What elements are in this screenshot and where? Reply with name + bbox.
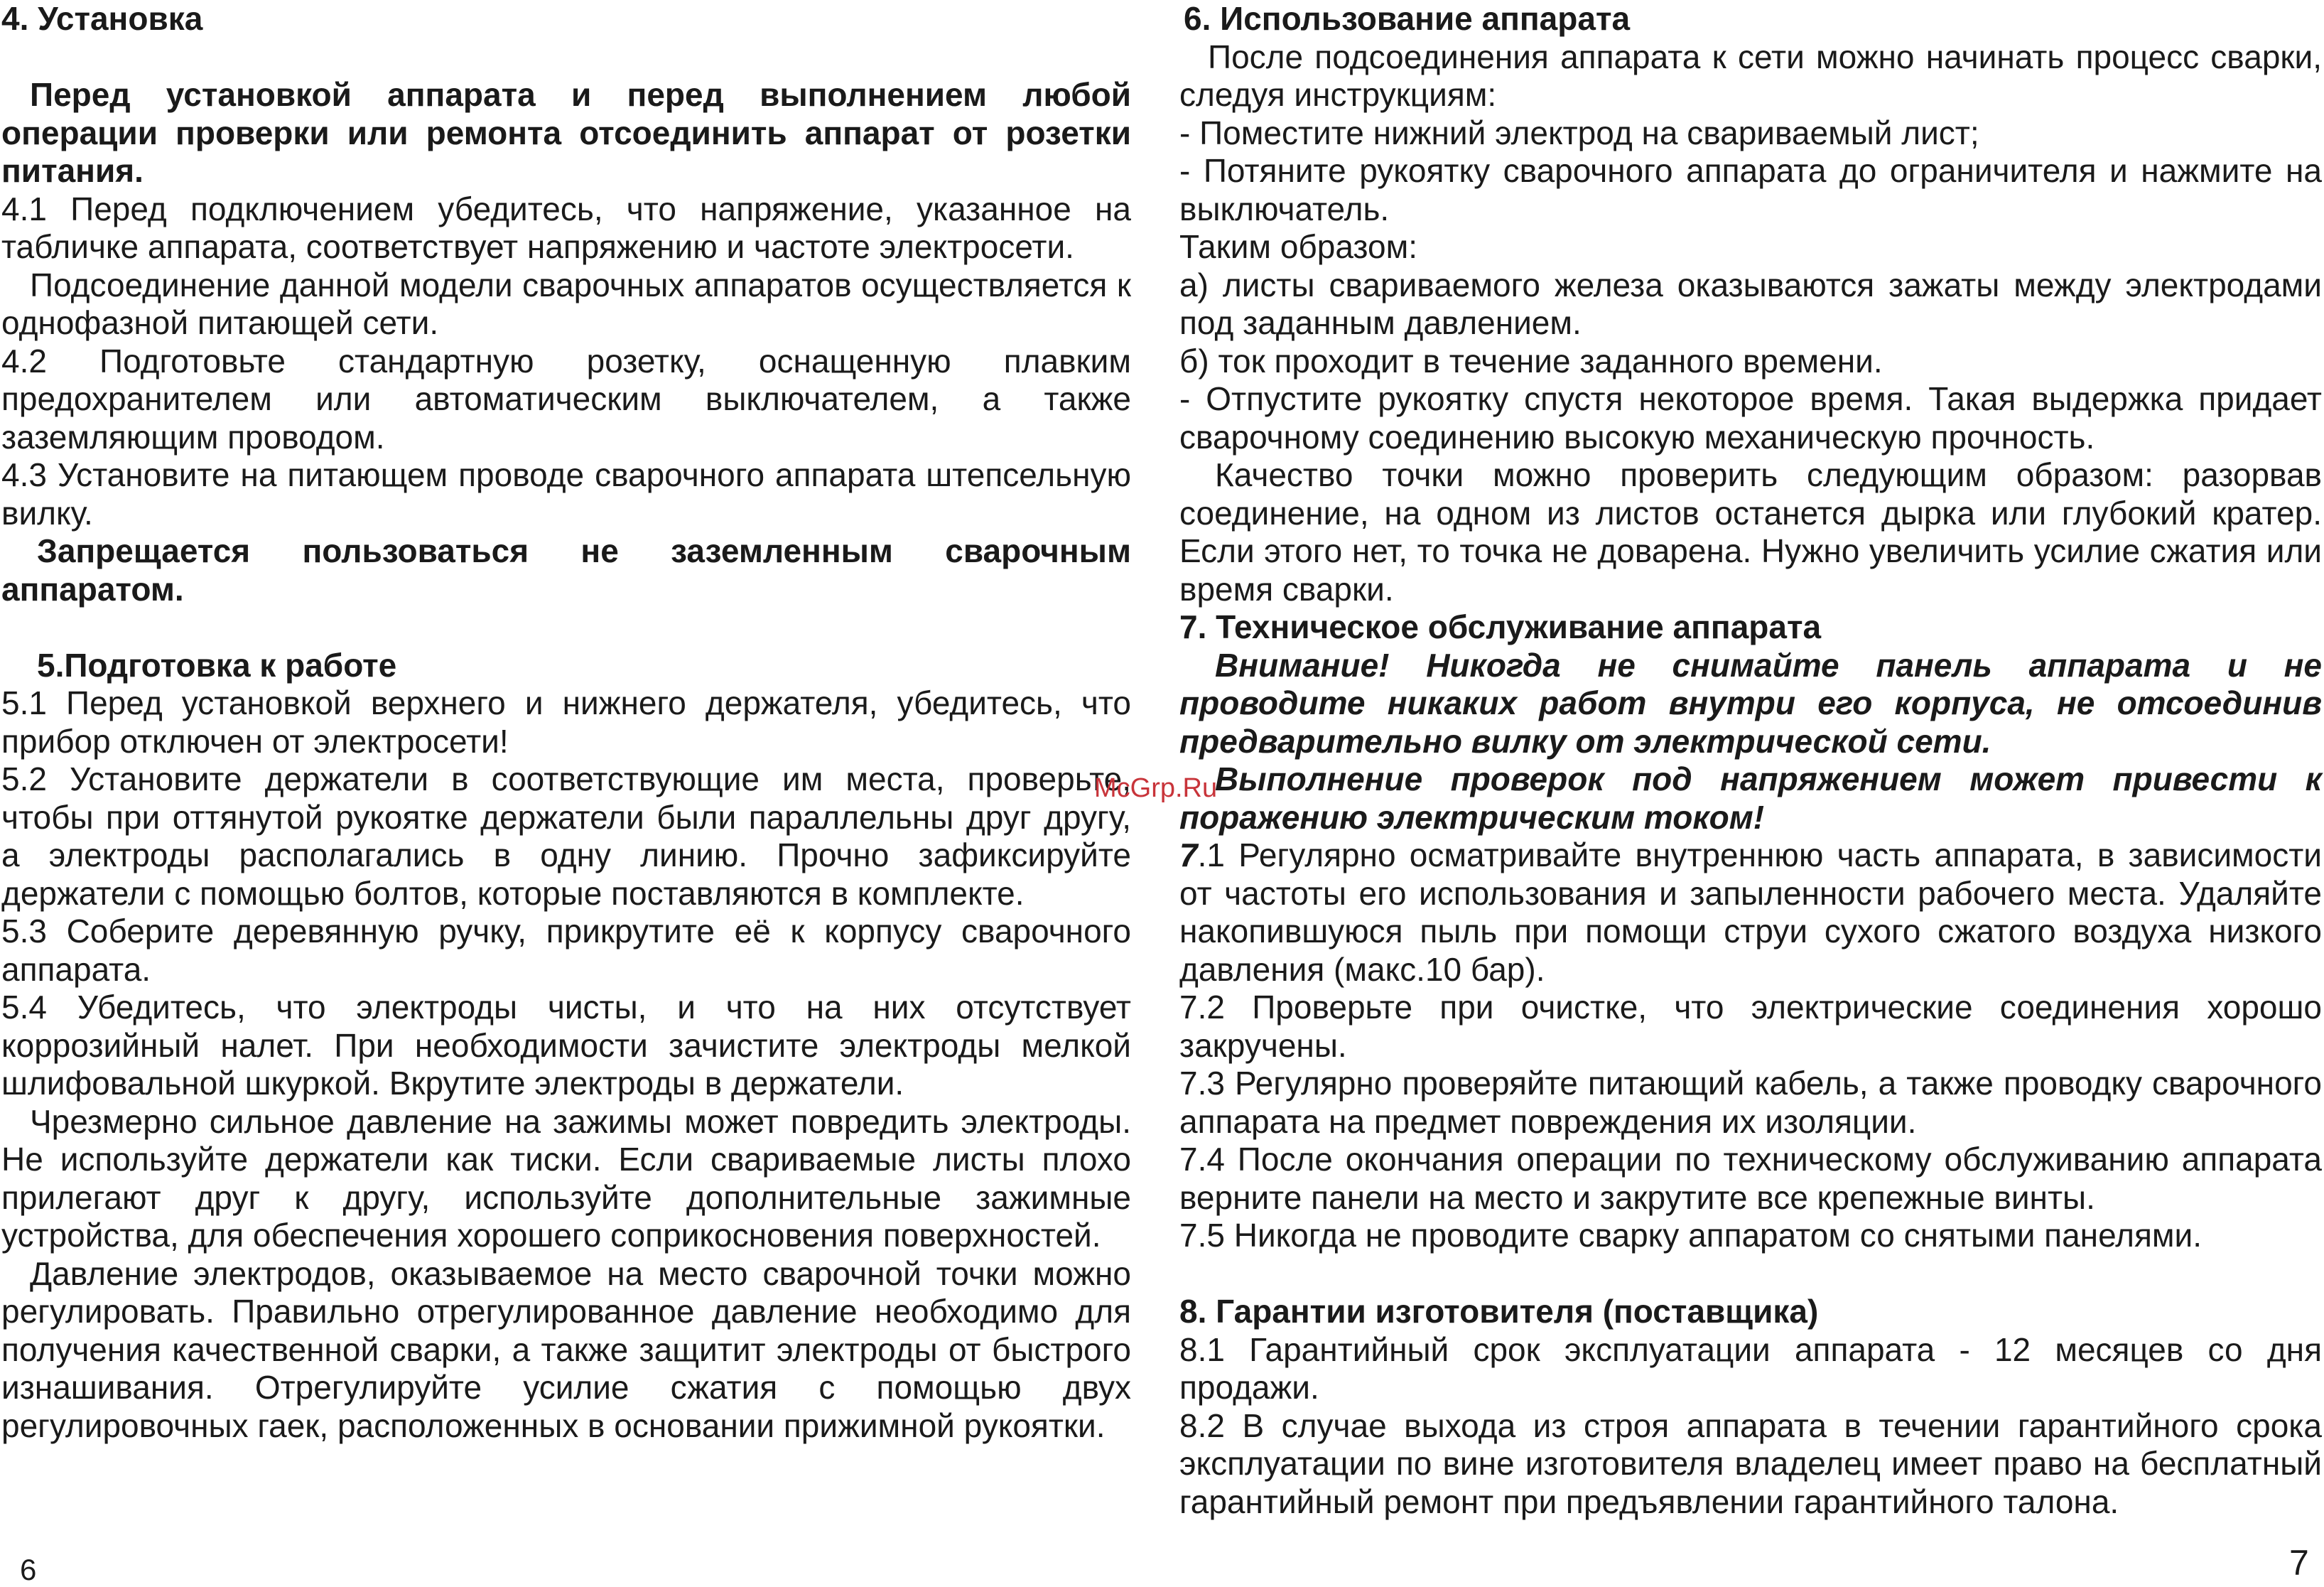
paragraph-5-1: 5.1 Перед установкой верхнего и нижнего держателя, убедитесь, что прибор отключен от электросети! [1, 684, 1131, 760]
spacer [1, 608, 1131, 647]
section-5-title: 5.Подготовка к работе [37, 646, 397, 684]
section-6-title: 6. Использование аппарата [1184, 0, 1631, 37]
paragraph-6-thus: Таким образом: [1179, 228, 1417, 265]
section-4-warning: Перед установкой аппарата и перед выполнением любой операции проверки или ремонта отсоединить аппарат от розетки питания. [1, 76, 1131, 189]
spacer [1, 38, 1131, 77]
right-column [1179, 0, 2322, 1521]
paragraph-5-4: 5.4 Убедитесь, что электроды чисты, и что на них отсутствует коррозийный налет. При необходимости зачистите электроды мелкой шлифовальной шкуркой. Вкрутите электроды в держатели. [1, 989, 1131, 1102]
left-column [1, 0, 1131, 1445]
paragraph-7-1-number: 7 [1179, 836, 1198, 873]
paragraph-6-quality: Качество точки можно проверить следующим образом: разорвав соединение, на одном из листов останется дырка или глубокий кратер. Если этого нет, то точка не доварена. Нужно увеличить усилие сжатия или время сварки. [1179, 456, 2322, 608]
paragraph-5-3: 5.3 Соберите деревянную ручку, прикрутите её к корпусу сварочного аппарата. [1, 913, 1131, 988]
section-4-title: 4. Установка [1, 0, 203, 37]
paragraph-4-3: 4.3 Установите на питающем проводе сварочного аппарата штепсельную вилку. [1, 456, 1131, 532]
paragraph-5-pressure-warning: Чрезмерно сильное давление на зажимы может повредить электроды. Не используйте держатели как тиски. Если свариваемые листы плохо прилегают друг к другу, используйте дополнительные зажимные устройства, для обеспечения хорошего соприкосновения поверхностей. [1, 1102, 1131, 1254]
paragraph-6-step-3: - Отпустите рукоятку спустя некоторое время. Такая выдержка придает сварочному соединению высокую механическую прочность. [1179, 380, 2322, 456]
spacer [1179, 1255, 2322, 1293]
paragraph-7-3: 7.3 Регулярно проверяйте питающий кабель, а также проводку сварочного аппарата на предмет повреждения их изоляции. [1179, 1065, 2322, 1140]
paragraph-7-1-text: .1 Регулярно осматривайте внутреннюю часть аппарата, в зависимости от частоты его использования и запыленности рабочего места. Удаляйте накопившуюся пыль при помощи струи сухого сжатого воздуха низкого давления (макс.10 бар). [1179, 836, 2322, 988]
paragraph-5-2: 5.2 Установите держатели в соответствующие им места, проверьте, чтобы при оттянутой рукоятке держатели были параллельны друг другу, а электроды располагались в одну линию. Прочно зафиксируйте держатели с помощью болтов, которые поставляются в комплекте. [1, 760, 1131, 912]
section-7-warning-1: Внимание! Никогда не снимайте панель аппарата и не проводите никаких работ внутри его корпуса, не отсоединив предварительно вилку от электрической сети. [1179, 646, 2322, 760]
paragraph-6-step-2: - Потяните рукоятку сварочного аппарата до ограничителя и нажмите на выключатель. [1179, 152, 2322, 227]
paragraph-7-5: 7.5 Никогда не проводите сварку аппаратом со снятыми панелями. [1179, 1217, 2202, 1254]
paragraph-6-intro: После подсоединения аппарата к сети можно начинать процесс сварки, следуя инструкциям: [1179, 38, 2322, 113]
page-number-left: 6 [20, 1553, 37, 1586]
section-7-title: 7. Техническое обслуживание аппарата [1179, 608, 1822, 645]
paragraph-4-2: 4.2 Подготовьте стандартную розетку, оснащенную плавким предохранителем или автоматическим выключателем, а также заземляющим проводом. [1, 342, 1131, 456]
watermark: McGrp.Ru [1094, 773, 1218, 803]
paragraph-4-1-connection: Подсоединение данной модели сварочных аппаратов осуществляется к однофазной питающей сети. [1, 266, 1131, 341]
paragraph-6-step-1: - Поместите нижний электрод на свариваемый лист; [1179, 114, 1979, 151]
paragraph-5-pressure-adjust: Давление электродов, оказываемое на место сварочной точки можно регулировать. Правильно отрегулированное давление необходимо для получения качественной сварки, а также защитит электроды от быстрого изнашивания. Отрегулируйте усилие сжатия с помощью двух регулировочных гаек, расположенных в основании прижимной рукоятки. [1, 1254, 1131, 1444]
section-8-title: 8. Гарантии изготовителя (поставщика) [1179, 1293, 1819, 1330]
paragraph-8-2: 8.2 В случае выхода из строя аппарата в течении гарантийного срока эксплуатации по вине изготовителя владелец имеет право на бесплатный гарантийный ремонт при предъявлении гарантийного талона. [1179, 1406, 2322, 1520]
paragraph-4-1: 4.1 Перед подключением убедитесь, что напряжение, указанное на табличке аппарата, соответствует напряжению и частоте электросети. [1, 190, 1131, 265]
paragraph-7-4: 7.4 После окончания операции по техническому обслуживанию аппарата верните панели на место и закрутите все крепежные винты. [1179, 1141, 2322, 1216]
paragraph-8-1: 8.1 Гарантийный срок эксплуатации аппарата - 12 месяцев со дня продажи. [1179, 1330, 2322, 1406]
grounding-warning: Запрещается пользоваться не заземленным сварочным аппаратом. [1, 532, 1131, 608]
paragraph-7-1 [1179, 836, 2322, 989]
paragraph-7-2: 7.2 Проверьте при очистке, что электрические соединения хорошо закручены. [1179, 989, 2322, 1064]
section-7-warning-2: Выполнение проверок под напряжением может привести к поражению электрическим током! [1179, 760, 2322, 836]
paragraph-6-a: а) листы свариваемого железа оказываются зажаты между электродами под заданным давлением. [1179, 266, 2322, 341]
page-number-right: 7 [2289, 1543, 2309, 1583]
paragraph-6-b: б) ток проходит в течение заданного времени. [1179, 342, 1883, 380]
